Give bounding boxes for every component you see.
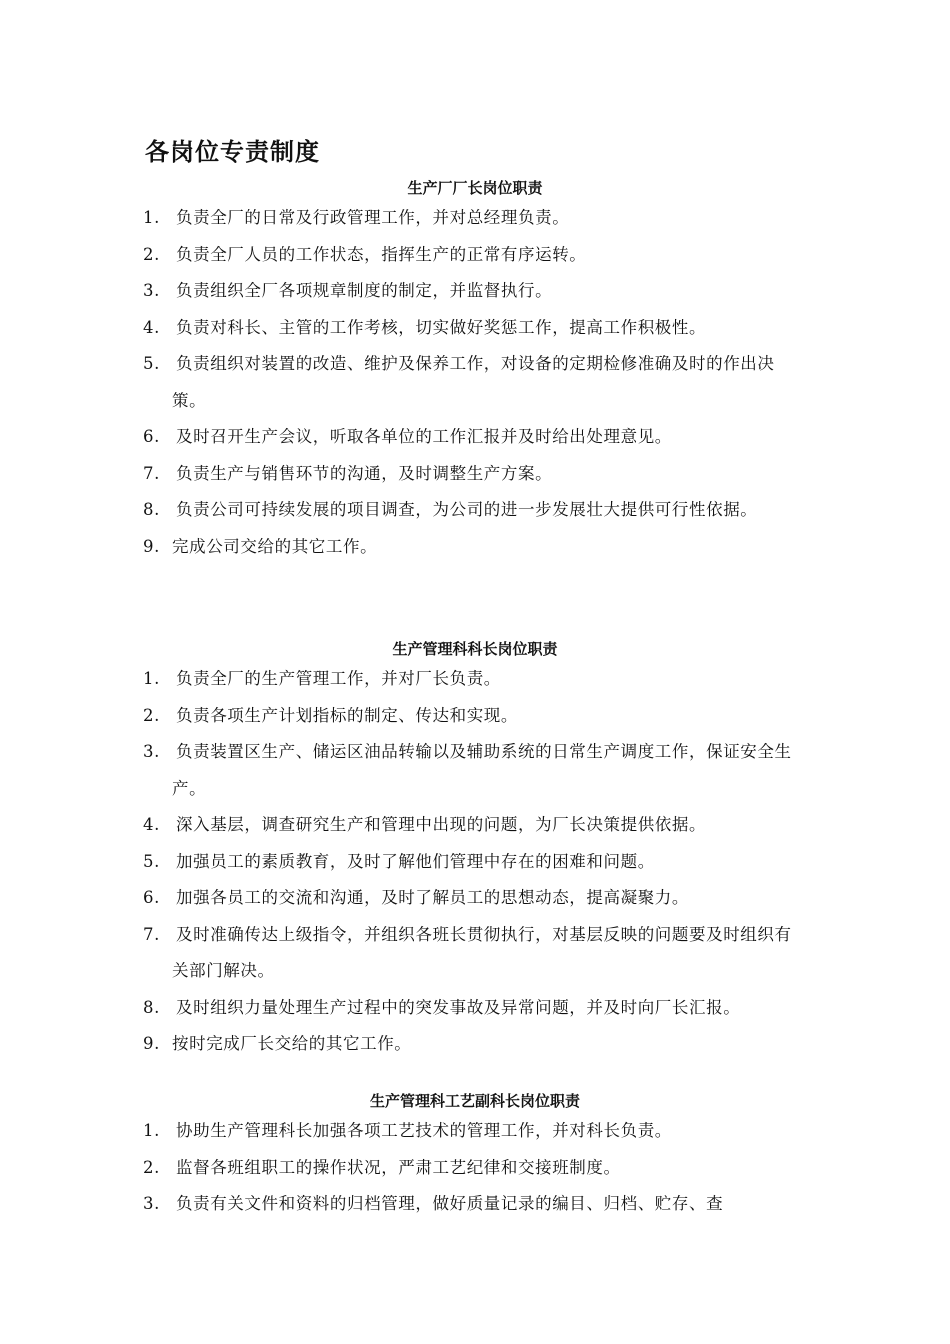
item-number: 3. bbox=[143, 742, 160, 761]
item-number: 9. bbox=[143, 536, 160, 556]
duty-item bbox=[0, 1150, 807, 1187]
item-number: 2. bbox=[143, 705, 160, 725]
item-number: 1. bbox=[143, 669, 160, 688]
duty-item bbox=[0, 529, 807, 566]
duty-item bbox=[0, 734, 807, 807]
item-number: 8. bbox=[143, 997, 160, 1017]
duty-item bbox=[0, 346, 807, 419]
item-number: 2. bbox=[143, 244, 160, 264]
item-number: 4. bbox=[143, 815, 160, 834]
item-number: 5. bbox=[143, 354, 160, 373]
duty-item bbox=[0, 844, 807, 881]
item-number: 4. bbox=[143, 317, 160, 337]
item-number: 8. bbox=[143, 500, 160, 519]
duty-list bbox=[0, 661, 950, 1063]
item-text: 按时完成厂长交给的其它工作。 bbox=[172, 1034, 412, 1053]
duty-item bbox=[0, 310, 807, 347]
item-text: 负责生产与销售环节的沟通，及时调整生产方案。 bbox=[176, 463, 553, 483]
item-number: 7. bbox=[143, 463, 160, 483]
item-text: 协助生产管理科长加强各项工艺技术的管理工作，并对科长负责。 bbox=[176, 1121, 672, 1140]
item-text: 深入基层，调查研究生产和管理中出现的问题，为厂长决策提供依据。 bbox=[176, 815, 707, 834]
item-text: 负责全厂人员的工作状态，指挥生产的正常有序运转。 bbox=[176, 244, 587, 264]
item-text: 负责全厂的生产管理工作，并对厂长负责。 bbox=[176, 669, 501, 688]
section-title: 生产厂厂长岗位职责 bbox=[407, 179, 543, 197]
section-production-chief bbox=[0, 637, 950, 1063]
duty-item bbox=[0, 990, 807, 1027]
duty-item bbox=[0, 237, 807, 274]
item-text: 监督各班组职工的操作状况，严肃工艺纪律和交接班制度。 bbox=[176, 1157, 621, 1177]
item-number: 3. bbox=[143, 1194, 160, 1213]
duty-list bbox=[0, 1113, 950, 1223]
item-text: 加强各员工的交流和沟通，及时了解员工的思想动态，提高凝聚力。 bbox=[176, 888, 689, 907]
duty-item bbox=[0, 273, 807, 310]
section-title: 生产管理科工艺副科长岗位职责 bbox=[369, 1092, 580, 1110]
duty-item bbox=[0, 1186, 807, 1223]
duty-list bbox=[0, 200, 950, 565]
duty-item bbox=[0, 492, 807, 529]
item-number: 6. bbox=[143, 427, 160, 446]
item-number: 6. bbox=[143, 888, 160, 907]
duty-item bbox=[0, 880, 807, 917]
item-text: 负责装置区生产、储运区油品转输以及辅助系统的日常生产调度工作，保证安全生产。 bbox=[172, 742, 792, 798]
item-text: 负责组织对装置的改造、维护及保养工作，对设备的定期检修准确及时的作出决策。 bbox=[172, 354, 775, 410]
section-title: 生产管理科科长岗位职责 bbox=[392, 640, 558, 658]
duty-item bbox=[0, 917, 807, 990]
item-number: 7. bbox=[143, 924, 160, 944]
item-number: 1. bbox=[143, 1121, 160, 1140]
item-number: 3. bbox=[143, 281, 160, 300]
item-text: 及时召开生产会议，听取各单位的工作汇报并及时给出处理意见。 bbox=[176, 427, 672, 446]
section-process-deputy-chief bbox=[0, 1089, 950, 1223]
item-text: 及时组织力量处理生产过程中的突发事故及异常问题，并及时向厂长汇报。 bbox=[176, 997, 741, 1017]
item-number: 2. bbox=[143, 1157, 160, 1177]
item-text: 负责全厂的日常及行政管理工作，并对总经理负责。 bbox=[176, 208, 570, 227]
document-title: 各岗位专责制度 bbox=[145, 138, 320, 166]
item-text: 完成公司交给的其它工作。 bbox=[172, 536, 378, 556]
item-text: 负责公司可持续发展的项目调查，为公司的进一步发展壮大提供可行性依据。 bbox=[176, 500, 758, 519]
duty-item bbox=[0, 456, 807, 493]
duty-item bbox=[0, 698, 807, 735]
duty-item bbox=[0, 661, 807, 698]
duty-item bbox=[0, 419, 807, 456]
duty-item bbox=[0, 200, 807, 237]
item-number: 5. bbox=[143, 851, 160, 871]
item-text: 负责各项生产计划指标的制定、传达和实现。 bbox=[176, 705, 518, 725]
duty-item bbox=[0, 807, 807, 844]
item-text: 负责对科长、主管的工作考核，切实做好奖惩工作，提高工作积极性。 bbox=[176, 317, 707, 337]
item-text: 加强员工的素质教育，及时了解他们管理中存在的困难和问题。 bbox=[176, 851, 655, 871]
item-number: 1. bbox=[143, 208, 160, 227]
item-number: 9. bbox=[143, 1034, 160, 1053]
item-text: 负责组织全厂各项规章制度的制定，并监督执行。 bbox=[176, 281, 553, 300]
duty-item bbox=[0, 1026, 807, 1063]
item-text: 负责有关文件和资料的归档管理，做好质量记录的编目、归档、贮存、查 bbox=[176, 1194, 724, 1213]
section-factory-director bbox=[0, 176, 950, 565]
item-text: 及时准确传达上级指令，并组织各班长贯彻执行，对基层反映的问题要及时组织有关部门解决。 bbox=[172, 924, 792, 980]
duty-item bbox=[0, 1113, 807, 1150]
